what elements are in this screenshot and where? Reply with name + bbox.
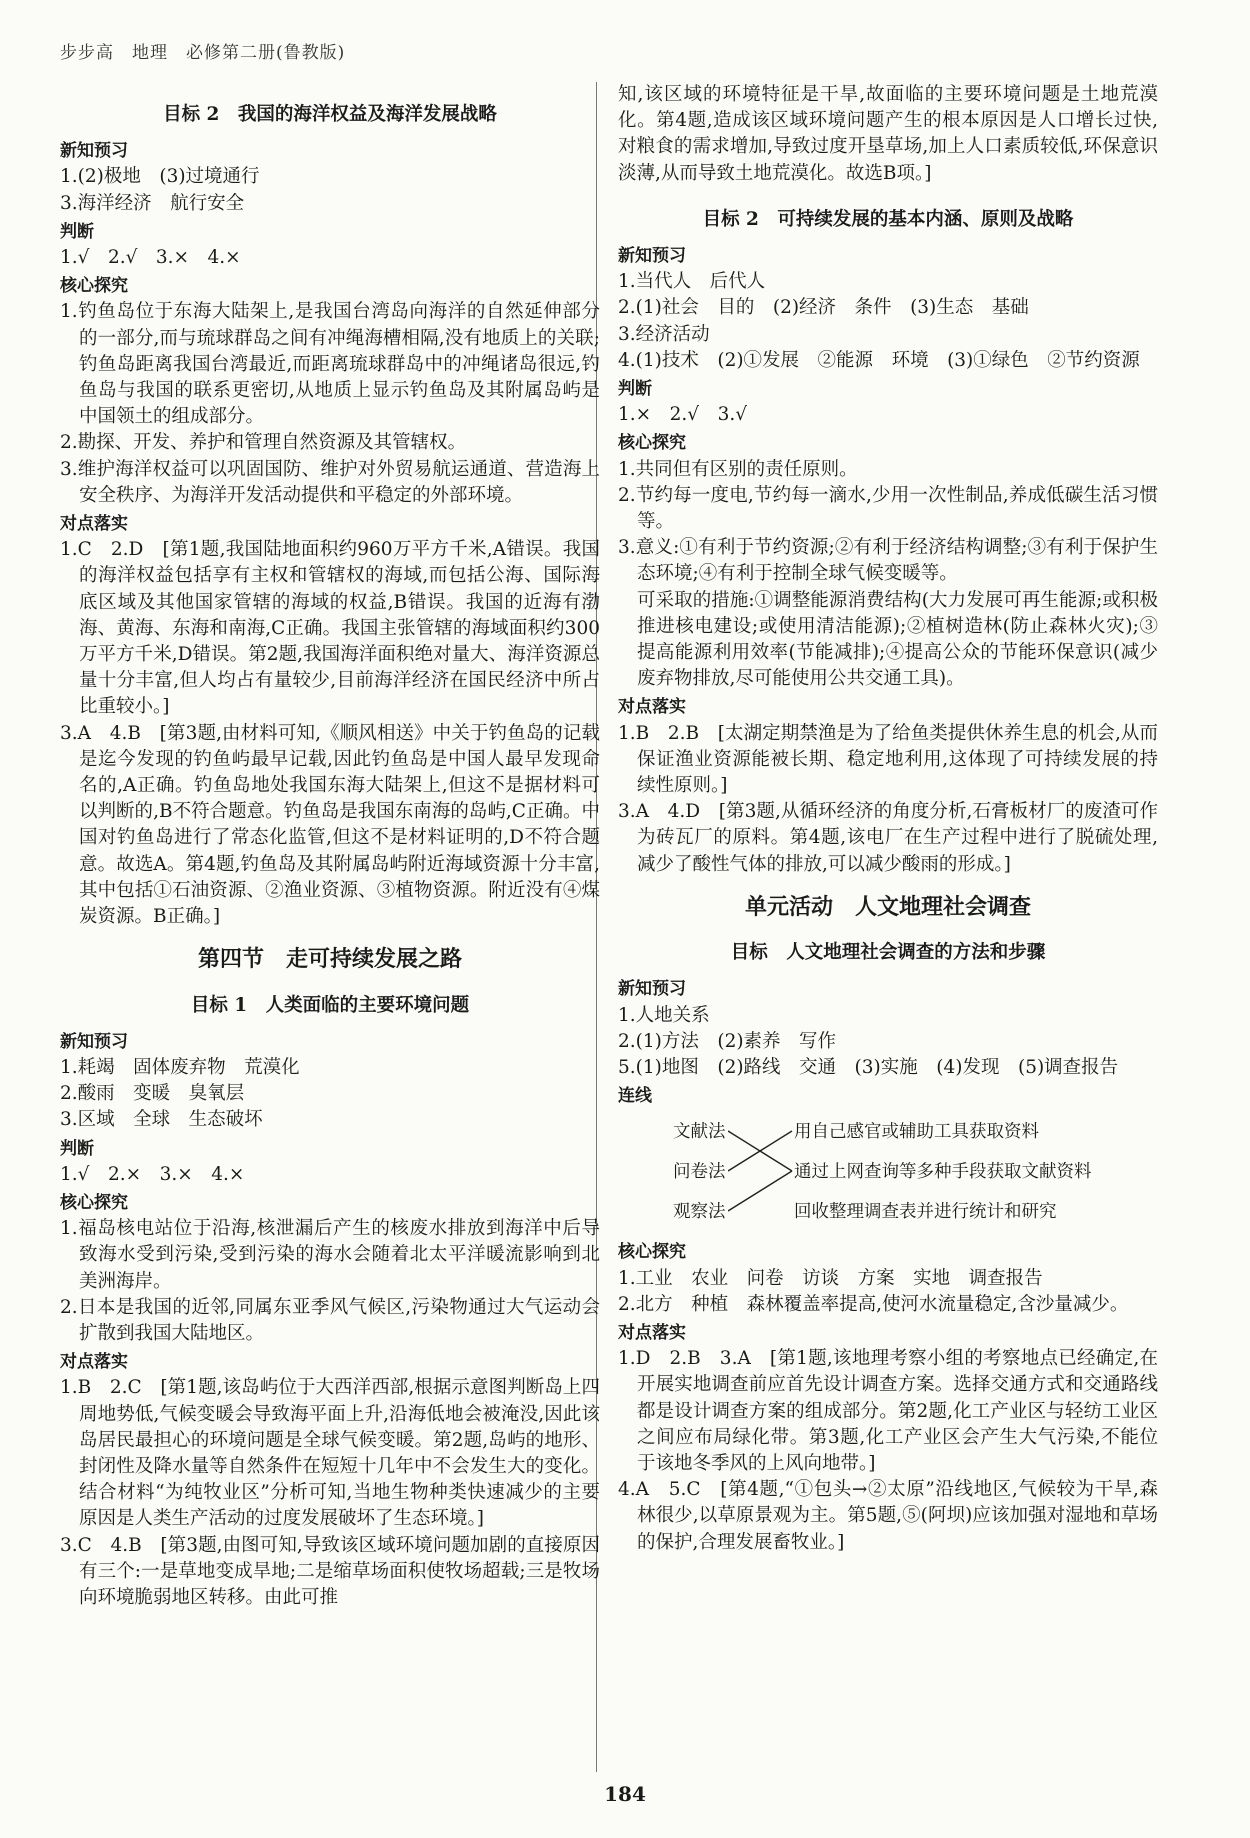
practice-item: 3.A 4.B [第3题,由材料可知,《顺风相送》中关于钓鱼岛的记载是迄今发现的钓鱼屿最早记载,因此钓鱼岛是中国人最早发现命名的,A正确。钓鱼岛地处我国东海大陆架上,但这不是据材料可以判断的,B不符合题意。钓鱼岛是我国东南海的岛屿,C正确。中国对钓鱼岛进行了常态化监管,但这不是材料证明的,D不符合题意。故选A。第4题,钓鱼岛及其附属岛屿附近海域资源十分丰富,其中包括①石油资源、②渔业资源、③植物资源。附近没有④煤炭资源。B正确。] [60, 722, 600, 928]
explore-item: 3.维护海洋权益可以巩固国防、维护对外贸易航运通道、营造海上安全秩序、为海洋开发活动提供和平稳定的外部环境。 [60, 458, 600, 506]
explore-label: 核心探究 [618, 1242, 686, 1263]
left-column [60, 82, 600, 1611]
preview-line: 4.(1)技术 (2)①发展 ②能源 环境 (3)①绿色 ②节约资源 [618, 349, 1140, 371]
preview-line: 3.海洋经济 航行安全 [60, 192, 245, 214]
judge-answers: 1.× 2.√ 3.√ [618, 404, 748, 426]
preview-line: 1.耗竭 固体废弃物 荒漠化 [60, 1056, 300, 1078]
preview-label: 新知预习 [618, 979, 686, 1000]
explore-item: 2.节约每一度电,节约每一滴水,少用一次性制品,养成低碳生活习惯等。 [618, 484, 1158, 533]
preview-line: 3.区域 全球 生态破坏 [60, 1109, 263, 1131]
practice-label: 对点落实 [618, 697, 686, 718]
left-target2-title: 目标 2 我国的海洋权益及海洋发展战略 [163, 104, 497, 125]
judge-label: 判断 [60, 1138, 94, 1159]
practice-item: 1.B 2.C [第1题,该岛屿位于大西洋西部,根据示意图判断岛上四周地势低,气候变暖会导致海平面上升,沿海低地会被淹没,因此该岛居民最担心的环境问题是全球气候变暖。第2题,岛屿的地形、封闭性及降水量等自然条件在短短十几年中不会发生大的变化。结合材料“为纯牧业区”分析可知,当地生物种类快速减少的主要原因是人类生产活动的过度发展破坏了生态环境。] [60, 1377, 600, 1530]
explore-label: 核心探究 [60, 1192, 128, 1213]
preview-line: 5.(1)地图 (2)路线 交通 (3)实施 (4)发现 (5)调查报告 [618, 1056, 1119, 1078]
explore-item: 1.共同但有区别的责任原则。 [618, 458, 858, 480]
explore-item: 1.福岛核电站位于沿海,核泄漏后产生的核废水排放到海洋中后导致海水受到污染,受到污染的海水会随着北太平洋暖流影响到北美洲海岸。 [60, 1218, 600, 1292]
practice-label: 对点落实 [618, 1322, 686, 1343]
right-column [618, 82, 1158, 1556]
explore-item: 1.工业 农业 问卷 访谈 方案 实地 调查报告 [618, 1267, 1043, 1289]
preview-line: 2.(1)方法 (2)素养 写作 [618, 1030, 837, 1052]
practice-item: 3.C 4.B [第3题,由图可知,导致该区域环境问题加剧的直接原因有三个:一是草地变成旱地;二是缩草场面积使牧场超载;三是牧场向环境脆弱地区转移。由此可推 [60, 1534, 600, 1608]
preview-line: 1.(2)极地 (3)过境通行 [60, 166, 260, 188]
practice-item: 4.A 5.C [第4题,“①包头→②太原”沿线地区,气候较为干旱,森林很少,以草原景观为主。第5题,⑤(阿坝)应该加强对湿地和草场的保护,合理发展畜牧业。] [618, 1479, 1158, 1553]
page-number: 184 [604, 1782, 646, 1806]
practice-item: 1.C 2.D [第1题,我国陆地面积约960万平方千米,A错误。我国的海洋权益包括享有主权和管辖权的海域,而包括公海、国际海底区域及其他国家管辖的海域的权益,B错误。我国的近海有渤海、黄海、东海和南海,C正确。我国主张管辖的海域面积约300万平方千米,D错误。第2题,我国海洋面积绝对量大、海洋资源总量十分丰富,但人均占有量较少,目前海洋经济在国民经济中所占比重较小。] [60, 539, 600, 718]
match-label: 连线 [618, 1086, 652, 1107]
practice-item: 1.B 2.B [太湖定期禁渔是为了给鱼类提供休养生息的机会,从而保证渔业资源能被长期、稳定地利用,这体现了可持续发展的持续性原则。] [618, 722, 1158, 797]
preview-label: 新知预习 [60, 1031, 128, 1052]
judge-label: 判断 [60, 221, 94, 242]
preview-line: 2.(1)社会 目的 (2)经济 条件 (3)生态 基础 [618, 297, 1029, 319]
match-right-item: 通过上网查询等多种手段获取文献资料 [794, 1162, 1092, 1183]
explore-item: 1.钓鱼岛位于东海大陆架上,是我国台湾岛向海洋的自然延伸部分的一部分,而与琉球群岛之间有冲绳海槽相隔,没有地质上的关联;钓鱼岛距离我国台湾最近,而距离琉球群岛中的冲绳诸岛很远,钓鱼岛与我国的联系更密切,从地质上显示钓鱼岛及其附属岛屿是中国领土的组成部分。 [60, 301, 600, 428]
practice-label: 对点落实 [60, 514, 128, 535]
preview-line: 1.人地关系 [618, 1004, 710, 1026]
match-right-item: 回收整理调查表并进行统计和研究 [794, 1202, 1057, 1223]
judge-label: 判断 [618, 379, 652, 400]
match-left-item: 文献法 [673, 1122, 726, 1143]
unit-activity-title: 单元活动 人文地理社会调查 [744, 893, 1031, 920]
matching-diagram [618, 1115, 1158, 1235]
continued-text: 知,该区域的环境特征是干旱,故面临的主要环境问题是土地荒漠化。第4题,造成该区域环境问题产生的根本原因是人口增长过快,对粮食的需求增加,导致过度开垦草场,加上人口素质较低,环保意识淡薄,从而导致土地荒漠化。故选B项。] [618, 84, 1158, 184]
explore-label: 核心探究 [60, 276, 128, 297]
section4-title: 第四节 走可持续发展之路 [197, 946, 462, 973]
match-line [728, 1171, 792, 1211]
match-left-item: 问卷法 [673, 1162, 726, 1183]
s4-target1-title: 目标 1 人类面临的主要环境问题 [190, 994, 470, 1016]
explore-item: 可采取的措施:①调整能源消费结构(大力发展可再生能源;或积极推进核电建设;或使用清洁能源);②植树造林(防止森林火灾);③提高能源利用效率(节能减排);④提高公众的节能环保意识(减少废弃物排放,尽可能使用公共交通工具)。 [637, 589, 1158, 690]
preview-label: 新知预习 [60, 141, 128, 162]
preview-line: 1.当代人 后代人 [618, 271, 766, 293]
practice-item: 3.A 4.D [第3题,从循环经济的角度分析,石膏板材厂的废渣可作为砖瓦厂的原料。第4题,该电厂在生产过程中进行了脱硫处理,减少了酸性气体的排放,可以减少酸雨的形成。] [618, 801, 1158, 875]
explore-item: 3.意义:①有利于节约资源;②有利于经济结构调整;③有利于保护生态环境;④有利于控制全球气候变暖等。 [618, 537, 1158, 585]
match-lines [728, 1115, 794, 1235]
preview-label: 新知预习 [618, 246, 686, 267]
judge-answers: 1.√ 2.× 3.× 4.× [60, 1163, 245, 1185]
unit-target-title: 目标 人文地理社会调查的方法和步骤 [730, 942, 1046, 964]
match-left-item: 观察法 [673, 1202, 726, 1223]
preview-line: 2.酸雨 变暖 臭氧层 [60, 1083, 245, 1105]
judge-answers: 1.√ 2.√ 3.× 4.× [60, 247, 241, 269]
explore-label: 核心探究 [618, 433, 686, 454]
right-target2-title: 目标 2 可持续发展的基本内涵、原则及战略 [702, 208, 1074, 230]
running-header: 步步高 地理 必修第二册(鲁教版) [60, 43, 346, 63]
practice-item: 1.D 2.B 3.A [第1题,该地理考察小组的考察地点已经确定,在开展实地调查前应首先设计调查方案。选择交通方式和交通路线都是设计调查方案的组成部分。第2题,化工产业区与轻纺工业区之间应布局绿化带。第3题,化工产业区会产生大气污染,不能位于该地冬季风的上风向地带。] [618, 1348, 1158, 1474]
practice-label: 对点落实 [60, 1352, 128, 1373]
explore-item: 2.日本是我国的近邻,同属东亚季风气候区,污染物通过大气运动会扩散到我国大陆地区。 [60, 1296, 600, 1344]
preview-line: 3.经济活动 [618, 323, 710, 345]
match-right-item: 用自己感官或辅助工具获取资料 [794, 1122, 1039, 1143]
explore-item: 2.北方 种植 森林覆盖率提高,使河水流量稳定,含沙量减少。 [618, 1293, 1129, 1315]
explore-item: 2.勘探、开发、养护和管理自然资源及其管辖权。 [60, 432, 467, 454]
